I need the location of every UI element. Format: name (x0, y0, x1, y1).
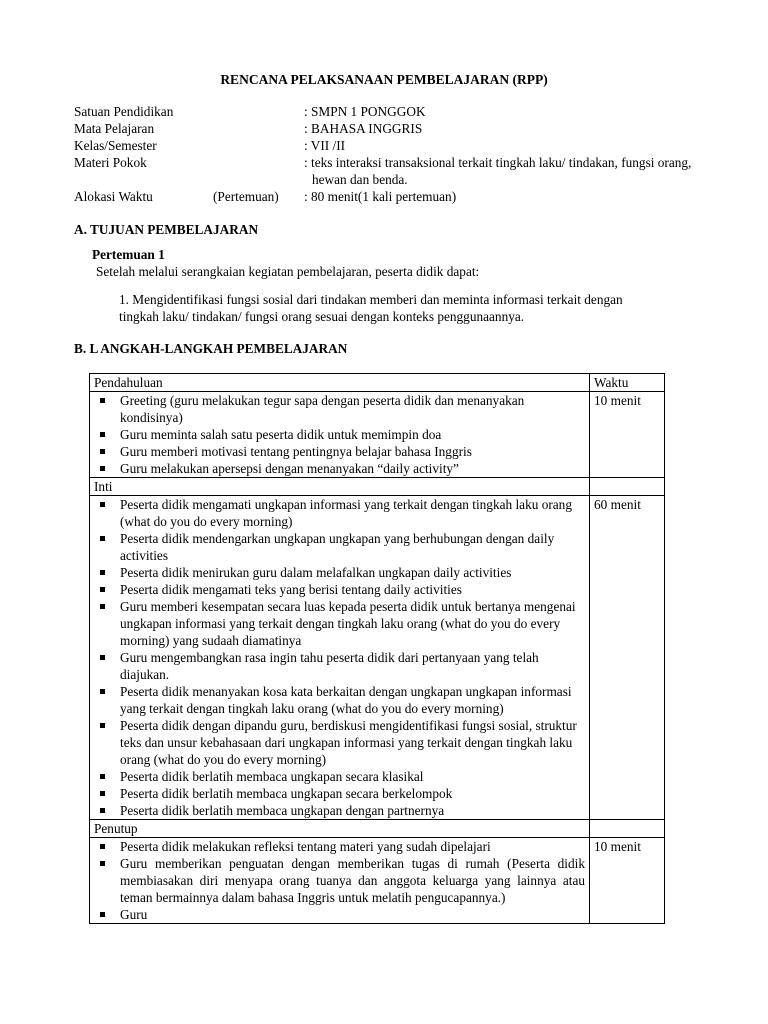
list-item: Peserta didik menanyakan kosa kata berkaitan dengan ungkapan ungkapan informasi yang terkait dengan tingkah laku orang (what do you do every morning) (94, 683, 585, 717)
list-item: Peserta didik mendengarkan ungkapan ungkapan yang berhubungan dengan daily activities (94, 530, 585, 564)
empty-cell (590, 478, 665, 496)
info-value: : VII /II (304, 138, 346, 153)
list-item: Guru meminta salah satu peserta didik untuk memimpin doa (94, 426, 585, 443)
list-item: Guru memberi kesempatan secara luas kepada peserta didik untuk bertanya mengenai ungkapan informasi yang terkait dengan tingkah laku orang (what do you do every morning) yang sudaah diamatinya (94, 598, 585, 649)
info-label: Kelas/Semester (74, 138, 157, 153)
learning-steps-table (89, 373, 665, 924)
objective-item: 1. Mengidentifikasi fungsi sosial dari tindakan memberi dan meminta informasi terkait dengan tingkah laku/ tindakan/ fungsi orang sesuai dengan konteks penggunaannya. (119, 292, 623, 324)
info-label: Alokasi Waktu (74, 189, 153, 204)
info-row (74, 137, 694, 154)
penutup-list (94, 838, 585, 923)
list-item: Peserta didik dengan dipandu guru, berdiskusi mengidentifikasi fungsi sosial, struktur teks dan unsur kebahasaan dari ungkapan informasi yang terkait dengan tingkah laku orang (what do you do every morning) (94, 717, 585, 768)
list-item: Peserta didik melakukan refleksi tentang materi yang sudah dipelajari (94, 838, 585, 855)
activity-cell (90, 392, 590, 478)
section-label-cell: Penutup (90, 820, 590, 838)
info-value: : teks interaksi transaksional terkait tingkah laku/ tindakan, fungsi orang, hewan dan benda. (304, 155, 692, 187)
table-row (90, 496, 665, 820)
list-item: Guru memberi motivasi tentang pentingnya belajar bahasa Inggris (94, 443, 585, 460)
info-row (74, 154, 694, 188)
section-label-cell: Inti (90, 478, 590, 496)
list-item: Guru melakukan apersepsi dengan menanyakan “daily activity” (94, 460, 585, 477)
info-label: Mata Pelajaran (74, 121, 155, 136)
list-item: Peserta didik mengamati teks yang berisi tentang daily activities (94, 581, 585, 598)
list-item: Peserta didik mengamati ungkapan informasi yang terkait dengan tingkah laku orang (what do you do every morning) (94, 496, 585, 530)
info-row (74, 120, 694, 137)
table-row (90, 478, 665, 496)
document-title: RENCANA PELAKSANAAN PEMBELAJARAN (RPP) (220, 72, 548, 87)
section-b-heading: B. L ANGKAH-LANGKAH PEMBELAJARAN (74, 341, 348, 356)
time-cell: 10 menit (590, 392, 665, 478)
table-row (90, 392, 665, 478)
table-row (90, 374, 665, 392)
info-label: Satuan Pendidikan (74, 104, 174, 119)
header-cell: Waktu (590, 374, 665, 392)
list-item: Peserta didik menirukan guru dalam melafalkan ungkapan daily activities (94, 564, 585, 581)
info-value: : 80 menit(1 kali pertemuan) (304, 189, 457, 204)
objective-intro: Setelah melalui serangkaian kegiatan pembelajaran, peserta didik dapat: (96, 264, 480, 279)
info-value: : SMPN 1 PONGGOK (304, 104, 426, 119)
info-block (74, 103, 694, 205)
header-cell: Pendahuluan (90, 374, 590, 392)
info-row (74, 188, 694, 205)
time-cell: 60 menit (590, 496, 665, 820)
list-item: Guru (94, 906, 585, 923)
list-item: Peserta didik berlatih membaca ungkapan dengan partnernya (94, 802, 585, 819)
activity-cell (90, 496, 590, 820)
info-sublabel: (Pertemuan) (213, 189, 279, 204)
empty-cell (590, 820, 665, 838)
table-row (90, 838, 665, 924)
list-item: Guru memberikan penguatan dengan memberikan tugas di rumah (Peserta didik membiasakan diri menyapa orang tuanya dan anggota keluarga yang lainnya atau teman bermainnya dalam bahasa Inggris untuk melatih pengucapannya.) (94, 855, 585, 906)
list-item: Peserta didik berlatih membaca ungkapan secara klasikal (94, 768, 585, 785)
info-value: : BAHASA INGGRIS (304, 121, 423, 136)
table-row (90, 820, 665, 838)
pendahuluan-list (94, 392, 585, 477)
section-a-heading: A. TUJUAN PEMBELAJARAN (74, 222, 259, 237)
time-cell: 10 menit (590, 838, 665, 924)
info-row (74, 103, 694, 120)
activity-cell (90, 838, 590, 924)
list-item: Peserta didik berlatih membaca ungkapan secara berkelompok (94, 785, 585, 802)
meeting-label: Pertemuan 1 (92, 247, 165, 262)
list-item: Guru mengembangkan rasa ingin tahu peserta didik dari pertanyaan yang telah diajukan. (94, 649, 585, 683)
list-item: Greeting (guru melakukan tegur sapa dengan peserta didik dan menanyakan kondisinya) (94, 392, 585, 426)
inti-list (94, 496, 585, 819)
info-label: Materi Pokok (74, 155, 147, 170)
